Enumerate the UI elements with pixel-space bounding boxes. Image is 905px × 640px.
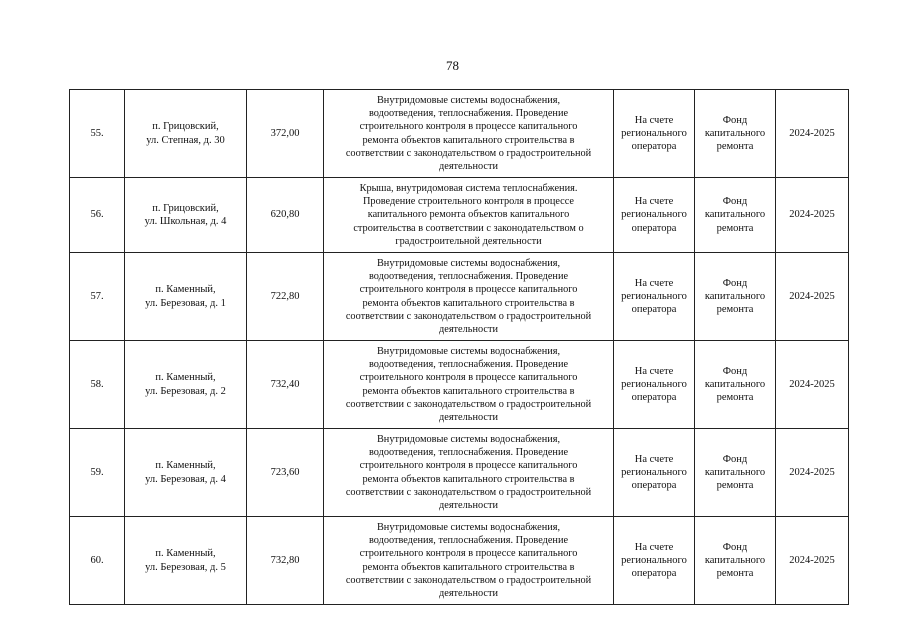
funding-source-line: ремонта — [716, 392, 754, 404]
work-description-line: ремонта объектов капитального строительства в — [362, 297, 575, 309]
address-cell — [125, 253, 247, 341]
work-description-line: водоотведения, теплоснабжения. Проведение — [368, 108, 569, 120]
address-street: ул. Березовая, д. 5 — [145, 561, 226, 573]
work-description-line: строительного контроля в процессе капитального — [359, 284, 578, 296]
funding-source-line: Фонд — [722, 453, 748, 465]
funding-account-line: оператора — [631, 222, 677, 234]
address-cell — [125, 341, 247, 429]
funding-account-line: оператора — [631, 568, 677, 580]
work-description-line: Внутридомовые системы водоснабжения, — [376, 433, 561, 445]
area-cell: 732,80 — [247, 517, 324, 605]
funding-account-line: регионального — [621, 209, 687, 221]
area-cell: 723,60 — [247, 429, 324, 517]
funding-account-cell — [614, 341, 695, 429]
funding-source-line: Фонд — [722, 114, 748, 126]
work-description-line: Крыша, внутридомовая система теплоснабжения. — [359, 182, 578, 194]
address-cell — [125, 90, 247, 178]
funding-account-line: На счете — [634, 365, 674, 377]
work-description-line: ремонта объектов капитального строительства в — [362, 134, 575, 146]
funding-source-line: Фонд — [722, 277, 748, 289]
funding-account-cell — [614, 90, 695, 178]
funding-source-line: ремонта — [716, 480, 754, 492]
table-row — [70, 429, 849, 517]
funding-account-line: регионального — [621, 554, 687, 566]
period-cell: 2024-2025 — [776, 341, 849, 429]
address-settlement: п. Каменный, — [155, 284, 216, 296]
work-description-line: соответствии с законодательством о градостроительной — [345, 486, 592, 498]
work-description-cell — [324, 90, 614, 178]
funding-account-line: На счете — [634, 453, 674, 465]
table-body — [70, 90, 849, 605]
address-street: ул. Березовая, д. 4 — [145, 473, 226, 485]
address-street: ул. Березовая, д. 1 — [145, 297, 226, 309]
funding-account-cell — [614, 178, 695, 253]
work-description-line: градостроительной деятельности — [395, 235, 542, 247]
table-row — [70, 517, 849, 605]
funding-account-line: регионального — [621, 466, 687, 478]
funding-source-line: ремонта — [716, 568, 754, 580]
work-description-line: соответствии с законодательством о градостроительной — [345, 310, 592, 322]
row-number: 56. — [70, 178, 125, 253]
funding-source-line: капитального — [704, 127, 766, 139]
work-description-line: соответствии с законодательством о градостроительной — [345, 147, 592, 159]
area-cell: 372,00 — [247, 90, 324, 178]
work-description-cell — [324, 253, 614, 341]
funding-account-line: оператора — [631, 141, 677, 153]
work-description-line: водоотведения, теплоснабжения. Проведение — [368, 359, 569, 371]
funding-source-cell — [695, 253, 776, 341]
work-description-line: строительного контроля в процессе капитального — [359, 548, 578, 560]
work-description-line: Внутридомовые системы водоснабжения, — [376, 521, 561, 533]
work-description-line: ремонта объектов капитального строительства в — [362, 385, 575, 397]
funding-account-cell — [614, 429, 695, 517]
repair-plan-table — [69, 89, 849, 605]
area-cell: 722,80 — [247, 253, 324, 341]
address-cell — [125, 517, 247, 605]
funding-account-line: На счете — [634, 277, 674, 289]
address-street: ул. Степная, д. 30 — [146, 134, 225, 146]
period-cell: 2024-2025 — [776, 517, 849, 605]
work-description-line: водоотведения, теплоснабжения. Проведение — [368, 271, 569, 283]
work-description-line: ремонта объектов капитального строительства в — [362, 473, 575, 485]
funding-source-line: капитального — [704, 378, 766, 390]
address-cell — [125, 178, 247, 253]
work-description-line: строительного контроля в процессе капитального — [359, 372, 578, 384]
period-cell: 2024-2025 — [776, 90, 849, 178]
area-cell: 732,40 — [247, 341, 324, 429]
work-description-cell — [324, 178, 614, 253]
work-description-line: деятельности — [439, 499, 498, 511]
period-cell: 2024-2025 — [776, 178, 849, 253]
funding-source-cell — [695, 517, 776, 605]
funding-source-line: капитального — [704, 466, 766, 478]
funding-account-line: На счете — [634, 541, 674, 553]
funding-source-line: ремонта — [716, 141, 754, 153]
funding-account-line: регионального — [621, 290, 687, 302]
work-description-line: водоотведения, теплоснабжения. Проведение — [368, 535, 569, 547]
period-cell: 2024-2025 — [776, 253, 849, 341]
address-settlement: п. Каменный, — [155, 548, 216, 560]
funding-account-line: На счете — [634, 114, 674, 126]
row-number: 59. — [70, 429, 125, 517]
address-settlement: п. Каменный, — [155, 372, 216, 384]
address-settlement: п. Каменный, — [155, 460, 216, 472]
work-description-cell — [324, 429, 614, 517]
funding-source-line: Фонд — [722, 541, 748, 553]
funding-source-line: капитального — [704, 554, 766, 566]
funding-source-line: Фонд — [722, 365, 748, 377]
work-description-line: деятельности — [439, 411, 498, 423]
address-settlement: п. Грицовский, — [152, 121, 219, 133]
row-number: 58. — [70, 341, 125, 429]
table-row — [70, 90, 849, 178]
work-description-line: строительного контроля в процессе капитального — [359, 121, 578, 133]
table-row — [70, 341, 849, 429]
work-description-line: соответствии с законодательством о градостроительной — [345, 574, 592, 586]
table-row — [70, 253, 849, 341]
area-cell: 620,80 — [247, 178, 324, 253]
row-number: 60. — [70, 517, 125, 605]
address-settlement: п. Грицовский, — [152, 202, 219, 214]
address-cell — [125, 429, 247, 517]
funding-account-line: регионального — [621, 378, 687, 390]
funding-account-cell — [614, 517, 695, 605]
row-number: 57. — [70, 253, 125, 341]
funding-account-line: регионального — [621, 127, 687, 139]
funding-source-line: капитального — [704, 290, 766, 302]
work-description-line: деятельности — [439, 160, 498, 172]
work-description-line: Внутридомовые системы водоснабжения, — [376, 257, 561, 269]
page-number: 78 — [446, 58, 459, 73]
work-description-line: капитального ремонта объектов капитального — [367, 209, 570, 221]
funding-source-cell — [695, 429, 776, 517]
funding-source-line: Фонд — [722, 196, 748, 208]
funding-account-cell — [614, 253, 695, 341]
address-street: ул. Школьная, д. 4 — [144, 216, 227, 227]
funding-account-line: На счете — [634, 196, 674, 208]
funding-source-line: капитального — [704, 209, 766, 221]
work-description-line: деятельности — [439, 323, 498, 335]
funding-source-cell — [695, 90, 776, 178]
work-description-line: Внутридомовые системы водоснабжения, — [376, 94, 561, 106]
work-description-line: Проведение строительного контроля в процессе — [363, 196, 574, 208]
work-description-line: водоотведения, теплоснабжения. Проведение — [368, 447, 569, 459]
work-description-line: строительного контроля в процессе капитального — [359, 460, 578, 472]
work-description-line: строительства в соответствии с законодательством о — [353, 222, 584, 234]
funding-source-line: ремонта — [716, 304, 754, 316]
work-description-line: Внутридомовые системы водоснабжения, — [376, 345, 561, 357]
table-row — [70, 178, 849, 253]
period-cell: 2024-2025 — [776, 429, 849, 517]
work-description-line: деятельности — [439, 587, 498, 599]
work-description-line: соответствии с законодательством о градостроительной — [345, 398, 592, 410]
row-number: 55. — [70, 90, 125, 178]
funding-source-line: ремонта — [716, 222, 754, 234]
address-street: ул. Березовая, д. 2 — [145, 385, 226, 397]
funding-account-line: оператора — [631, 480, 677, 492]
funding-source-cell — [695, 178, 776, 253]
funding-account-line: оператора — [631, 392, 677, 404]
work-description-line: ремонта объектов капитального строительства в — [362, 561, 575, 573]
work-description-cell — [324, 517, 614, 605]
funding-account-line: оператора — [631, 304, 677, 316]
funding-source-cell — [695, 341, 776, 429]
work-description-cell — [324, 341, 614, 429]
